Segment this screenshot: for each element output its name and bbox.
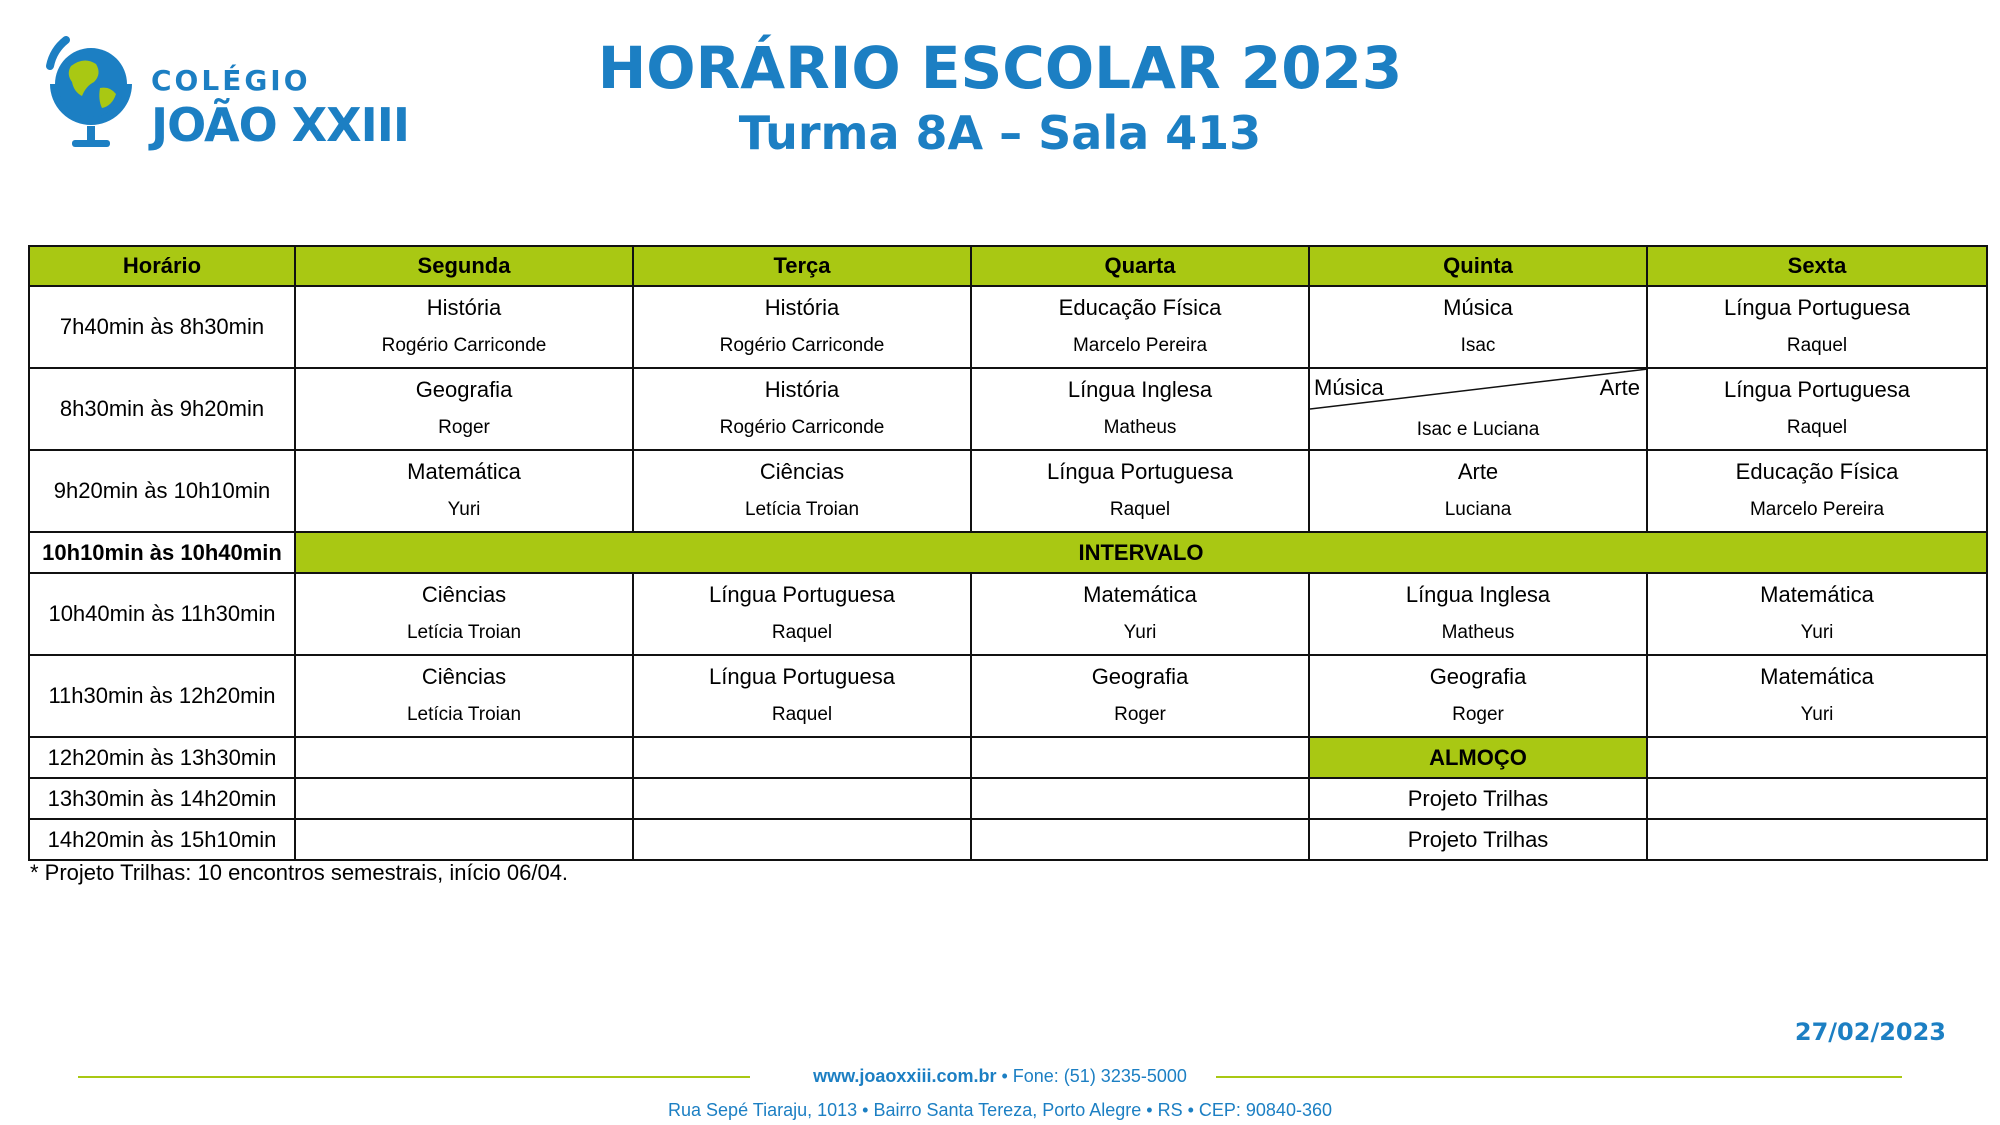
- teacher: Rogério Carriconde: [719, 417, 885, 438]
- lesson-cell: [295, 573, 633, 655]
- col-header-time: Horário: [29, 246, 295, 286]
- logo-line-2: JOÃO XXIII: [151, 98, 409, 152]
- teacher: Raquel: [1786, 417, 1848, 438]
- split-subject-left: Música: [1314, 375, 1384, 400]
- teacher: Roger: [1114, 704, 1166, 725]
- lesson-cell: [971, 368, 1309, 450]
- empty-cell: [295, 737, 633, 778]
- subject: Língua Inglesa: [1405, 582, 1551, 607]
- table-row: [29, 450, 1987, 532]
- lesson-cell: [1647, 286, 1987, 368]
- col-header-friday: Sexta: [1647, 246, 1987, 286]
- subject: Língua Portuguesa: [1047, 459, 1233, 484]
- subject: Geografia: [415, 377, 513, 402]
- subject: História: [764, 377, 840, 402]
- break-time-cell: 10h10min às 10h40min: [29, 532, 295, 573]
- teacher: Isac: [1460, 335, 1496, 356]
- subject: Matemática: [1760, 664, 1874, 689]
- teacher: Yuri: [1123, 622, 1157, 643]
- subject: Matemática: [407, 459, 521, 484]
- teacher: Matheus: [1441, 622, 1515, 643]
- subject: Geografia: [1429, 664, 1527, 689]
- lesson-cell: [1309, 286, 1647, 368]
- lesson-cell: [971, 655, 1309, 737]
- col-header-wednesday: Quarta: [971, 246, 1309, 286]
- lesson-cell: [633, 286, 971, 368]
- time-cell: 12h20min às 13h30min: [29, 737, 295, 778]
- empty-cell: [971, 819, 1309, 860]
- time-cell: 7h40min às 8h30min: [29, 286, 295, 368]
- footnote: * Projeto Trilhas: 10 encontros semestrais, início 06/04.: [30, 860, 569, 885]
- lesson-cell: [295, 450, 633, 532]
- teacher: Matheus: [1103, 417, 1177, 438]
- project-cell: Projeto Trilhas: [1309, 819, 1647, 860]
- lesson-cell: [971, 286, 1309, 368]
- lesson-cell: [1647, 655, 1987, 737]
- lesson-cell: [295, 655, 633, 737]
- website-link[interactable]: www.joaoxxiii.com.br: [813, 1066, 997, 1086]
- teacher: Raquel: [771, 622, 833, 643]
- time-cell: 13h30min às 14h20min: [29, 778, 295, 819]
- table-row: [29, 778, 1987, 819]
- subject: Língua Portuguesa: [1724, 295, 1910, 320]
- subject: Educação Física: [1735, 459, 1899, 484]
- logo-line-1: COLÉGIO: [151, 64, 311, 97]
- lunch-cell: ALMOÇO: [1309, 737, 1647, 778]
- empty-cell: [1647, 737, 1987, 778]
- empty-cell: [295, 778, 633, 819]
- teacher: Marcelo Pereira: [1072, 335, 1208, 356]
- table-row: [29, 819, 1987, 860]
- lesson-cell: [1309, 655, 1647, 737]
- table-row: [29, 573, 1987, 655]
- empty-cell: [295, 819, 633, 860]
- teacher: Raquel: [771, 704, 833, 725]
- lesson-cell: [633, 573, 971, 655]
- teacher: Roger: [1452, 704, 1504, 725]
- lesson-cell: [1647, 368, 1987, 450]
- table-row: [29, 368, 1987, 450]
- teacher: Raquel: [1786, 335, 1848, 356]
- table-row: [29, 655, 1987, 737]
- subject: História: [426, 295, 502, 320]
- page-subtitle: Turma 8A – Sala 413: [738, 106, 1262, 160]
- subject: Música: [1443, 295, 1513, 320]
- lesson-cell: [633, 655, 971, 737]
- lesson-cell: [1647, 573, 1987, 655]
- time-cell: 10h40min às 11h30min: [29, 573, 295, 655]
- teacher: Marcelo Pereira: [1749, 499, 1885, 520]
- subject: Língua Portuguesa: [709, 582, 895, 607]
- lesson-cell: [971, 450, 1309, 532]
- document-date: 27/02/2023: [1794, 1018, 1946, 1046]
- header-row: [29, 246, 1987, 286]
- teacher: Letícia Troian: [406, 704, 522, 725]
- project-cell: Projeto Trilhas: [1309, 778, 1647, 819]
- subject: Educação Física: [1058, 295, 1222, 320]
- empty-cell: [633, 778, 971, 819]
- subject: Geografia: [1091, 664, 1189, 689]
- teacher: Rogério Carriconde: [381, 335, 547, 356]
- subject: Arte: [1457, 459, 1499, 484]
- time-cell: 14h20min às 15h10min: [29, 819, 295, 860]
- break-label: INTERVALO: [295, 532, 1987, 573]
- footer-contact: [0, 1066, 2000, 1087]
- time-cell: 11h30min às 12h20min: [29, 655, 295, 737]
- col-header-monday: Segunda: [295, 246, 633, 286]
- subject: Matemática: [1760, 582, 1874, 607]
- lesson-cell: [295, 286, 633, 368]
- teacher: Letícia Troian: [744, 499, 860, 520]
- empty-cell: [1647, 778, 1987, 819]
- teacher: Rogério Carriconde: [719, 335, 885, 356]
- page-title: HORÁRIO ESCOLAR 2023: [597, 34, 1403, 102]
- empty-cell: [971, 737, 1309, 778]
- teacher: Isac e Luciana: [1416, 419, 1540, 440]
- lesson-cell: [1309, 450, 1647, 532]
- lesson-cell: [1647, 450, 1987, 532]
- table-row: [29, 737, 1987, 778]
- lesson-cell: [633, 368, 971, 450]
- empty-cell: [633, 737, 971, 778]
- teacher: Yuri: [1800, 622, 1834, 643]
- lesson-cell: [971, 573, 1309, 655]
- time-cell: 9h20min às 10h10min: [29, 450, 295, 532]
- col-header-thursday: Quinta: [1309, 246, 1647, 286]
- time-cell: 8h30min às 9h20min: [29, 368, 295, 450]
- split-subject-right: Arte: [1599, 375, 1640, 400]
- lesson-cell: [1309, 573, 1647, 655]
- teacher: Yuri: [447, 499, 481, 520]
- split-lesson-cell: [1309, 368, 1647, 450]
- teacher: Raquel: [1109, 499, 1171, 520]
- subject: Ciências: [421, 582, 507, 607]
- subject: Ciências: [759, 459, 845, 484]
- break-row: [29, 532, 1987, 573]
- subject: Língua Inglesa: [1067, 377, 1213, 402]
- empty-cell: [633, 819, 971, 860]
- empty-cell: [971, 778, 1309, 819]
- teacher: Yuri: [1800, 704, 1834, 725]
- subject: Matemática: [1083, 582, 1197, 607]
- footer-address: Rua Sepé Tiaraju, 1013 • Bairro Santa Tereza, Porto Alegre • RS • CEP: 90840-360: [668, 1100, 1332, 1120]
- teacher: Luciana: [1444, 499, 1512, 520]
- schedule-table: [28, 245, 1988, 861]
- table-row: [29, 286, 1987, 368]
- col-header-tuesday: Terça: [633, 246, 971, 286]
- subject: História: [764, 295, 840, 320]
- phone-text: • Fone: (51) 3235-5000: [1001, 1066, 1187, 1086]
- subject: Ciências: [421, 664, 507, 689]
- teacher: Roger: [438, 417, 490, 438]
- subject: Língua Portuguesa: [1724, 377, 1910, 402]
- empty-cell: [1647, 819, 1987, 860]
- subject: Língua Portuguesa: [709, 664, 895, 689]
- teacher: Letícia Troian: [406, 622, 522, 643]
- lesson-cell: [633, 450, 971, 532]
- lesson-cell: [295, 368, 633, 450]
